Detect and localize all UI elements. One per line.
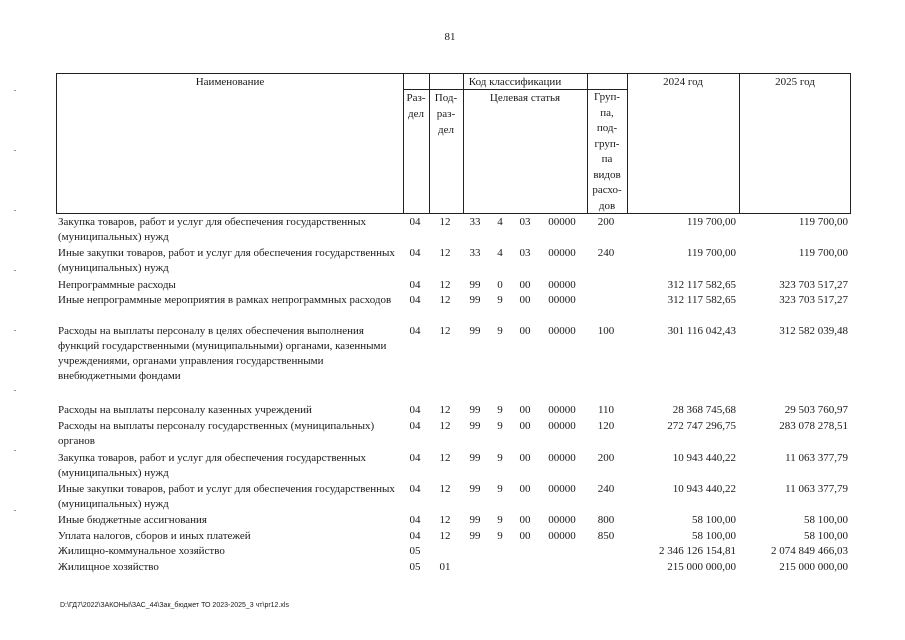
header-name: Наименование <box>195 76 265 88</box>
cell-c4: 00000 <box>548 404 576 416</box>
cell-name: Жилищно-коммунальное хозяйство <box>58 545 225 557</box>
cell-c1: 99 <box>469 514 481 526</box>
cell-v2024: 58 100,00 <box>692 530 736 542</box>
cell-v2024: 312 117 582,65 <box>667 294 736 306</box>
cell-c3: 00 <box>519 279 531 291</box>
cell-c2: 9 <box>497 514 503 526</box>
cell-c4: 00000 <box>548 530 576 542</box>
cell-c3: 00 <box>519 325 531 337</box>
table-header <box>56 73 851 214</box>
cell-rz: 04 <box>409 247 421 259</box>
cell-c2: 4 <box>497 247 503 259</box>
footer-file-path: D:\ГД7\2022\ЗАКОНЫ\ЗАС_44\Зак_бюджет ТО 2023-2025_3 чт\pr12.xls <box>60 602 289 609</box>
cell-rz: 04 <box>409 325 421 337</box>
cell-rz: 05 <box>409 561 421 573</box>
cell-v2024: 58 100,00 <box>692 514 736 526</box>
cell-name: Иные закупки товаров, работ и услуг для обеспечения государственных (муниципальных) нужд <box>58 483 395 510</box>
cell-c4: 00000 <box>548 420 576 432</box>
cell-v2025: 283 078 278,51 <box>779 420 848 432</box>
cell-name: Непрограммные расходы <box>58 279 176 291</box>
cell-v2024: 312 117 582,65 <box>667 279 736 291</box>
cell-pr: 12 <box>439 420 451 432</box>
cell-pr: 12 <box>439 279 451 291</box>
cell-rz: 04 <box>409 420 421 432</box>
header-target-article: Целевая статья <box>489 92 561 104</box>
cell-v2025: 2 074 849 466,03 <box>771 545 848 557</box>
cell-v2024: 215 000 000,00 <box>667 561 736 573</box>
cell-v2024: 119 700,00 <box>686 216 736 228</box>
cell-c2: 4 <box>497 216 503 228</box>
cell-rz: 04 <box>409 514 421 526</box>
cell-c1: 99 <box>469 279 481 291</box>
cell-c2: 9 <box>497 530 503 542</box>
cell-pr: 12 <box>439 325 451 337</box>
cell-v2025: 58 100,00 <box>804 514 848 526</box>
cell-rz: 04 <box>409 530 421 542</box>
cell-vr: 200 <box>597 216 615 228</box>
cell-pr: 12 <box>439 483 451 495</box>
cell-v2024: 272 747 296,75 <box>667 420 736 432</box>
cell-rz: 04 <box>409 279 421 291</box>
page-number: 81 <box>444 31 456 43</box>
cell-v2025: 323 703 517,27 <box>779 279 848 291</box>
cell-pr: 12 <box>439 404 451 416</box>
cell-c3: 00 <box>519 404 531 416</box>
header-razdel: Раз- дел <box>406 92 426 120</box>
cell-c1: 99 <box>469 530 481 542</box>
cell-name: Расходы на выплаты персоналу государственных (муниципальных) органов <box>58 420 375 447</box>
cell-c1: 99 <box>469 420 481 432</box>
cell-name: Расходы на выплаты персоналу в целях обеспечения выполнения функций государственными (муниципальными) органами, казенными учреждениями, органами управления государственными внебюджетными фондами <box>58 325 387 382</box>
cell-c2: 9 <box>497 404 503 416</box>
cell-c2: 9 <box>497 483 503 495</box>
cell-c2: 9 <box>497 420 503 432</box>
cell-pr: 01 <box>439 561 451 573</box>
cell-pr: 12 <box>439 247 451 259</box>
cell-c4: 00000 <box>548 325 576 337</box>
cell-vr: 240 <box>597 483 615 495</box>
header-group: Груп- па, под- груп- па видов расхо- дов <box>592 91 622 212</box>
header-code: Код классификации <box>468 76 562 88</box>
cell-c2: 9 <box>497 325 503 337</box>
cell-c4: 00000 <box>548 216 576 228</box>
cell-vr: 850 <box>597 530 615 542</box>
cell-name: Иные непрограммные мероприятия в рамках непрограммных расходов <box>58 294 392 306</box>
cell-rz: 04 <box>409 404 421 416</box>
cell-v2024: 28 368 745,68 <box>672 404 736 416</box>
cell-c3: 00 <box>519 452 531 464</box>
cell-c1: 99 <box>469 404 481 416</box>
cell-c3: 03 <box>519 216 531 228</box>
cell-c3: 03 <box>519 247 531 259</box>
cell-vr: 110 <box>597 404 615 416</box>
cell-c2: 0 <box>497 279 503 291</box>
cell-vr: 100 <box>597 325 615 337</box>
cell-v2025: 312 582 039,48 <box>779 325 848 337</box>
cell-c4: 00000 <box>548 247 576 259</box>
cell-name: Расходы на выплаты персоналу казенных учреждений <box>58 404 312 416</box>
cell-c3: 00 <box>519 294 531 306</box>
cell-pr: 12 <box>439 216 451 228</box>
cell-name: Жилищное хозяйство <box>58 561 159 573</box>
header-podrazdel: Под- раз- дел <box>434 92 458 136</box>
cell-v2025: 119 700,00 <box>798 247 848 259</box>
cell-vr: 800 <box>597 514 615 526</box>
cell-rz: 05 <box>409 545 421 557</box>
cell-c4: 00000 <box>548 452 576 464</box>
cell-vr: 240 <box>597 247 615 259</box>
cell-v2025: 215 000 000,00 <box>779 561 848 573</box>
cell-c3: 00 <box>519 530 531 542</box>
cell-pr: 12 <box>439 294 451 306</box>
cell-c2: 9 <box>497 452 503 464</box>
cell-v2024: 301 116 042,43 <box>667 325 736 337</box>
cell-rz: 04 <box>409 294 421 306</box>
cell-v2025: 11 063 377,79 <box>785 483 848 495</box>
cell-c3: 00 <box>519 420 531 432</box>
cell-c3: 00 <box>519 483 531 495</box>
cell-v2024: 119 700,00 <box>686 247 736 259</box>
cell-c1: 99 <box>469 452 481 464</box>
cell-v2025: 119 700,00 <box>798 216 848 228</box>
cell-c1: 99 <box>469 294 481 306</box>
cell-name: Закупка товаров, работ и услуг для обеспечения государственных (муниципальных) нужд <box>58 216 367 243</box>
cell-v2025: 11 063 377,79 <box>785 452 848 464</box>
cell-c2: 9 <box>497 294 503 306</box>
header-2025: 2025 год <box>775 76 815 88</box>
cell-c3: 00 <box>519 514 531 526</box>
cell-c1: 99 <box>469 483 481 495</box>
cell-name: Закупка товаров, работ и услуг для обеспечения государственных (муниципальных) нужд <box>58 452 367 479</box>
cell-vr: 200 <box>597 452 615 464</box>
cell-v2024: 2 346 126 154,81 <box>659 545 736 557</box>
cell-rz: 04 <box>409 216 421 228</box>
cell-pr: 12 <box>439 530 451 542</box>
cell-c4: 00000 <box>548 279 576 291</box>
cell-c4: 00000 <box>548 514 576 526</box>
cell-c4: 00000 <box>548 294 576 306</box>
cell-v2024: 10 943 440,22 <box>672 483 736 495</box>
cell-rz: 04 <box>409 452 421 464</box>
cell-v2025: 323 703 517,27 <box>779 294 848 306</box>
cell-name: Иные закупки товаров, работ и услуг для обеспечения государственных (муниципальных) нужд <box>58 247 395 274</box>
cell-v2024: 10 943 440,22 <box>672 452 736 464</box>
cell-name: Уплата налогов, сборов и иных платежей <box>58 530 251 542</box>
cell-rz: 04 <box>409 483 421 495</box>
header-2024: 2024 год <box>663 76 703 88</box>
cell-vr: 120 <box>597 420 615 432</box>
cell-v2025: 58 100,00 <box>804 530 848 542</box>
cell-pr: 12 <box>439 514 451 526</box>
cell-name: Иные бюджетные ассигнования <box>58 514 207 526</box>
cell-c4: 00000 <box>548 483 576 495</box>
cell-c1: 99 <box>469 325 481 337</box>
cell-c1: 33 <box>469 247 481 259</box>
cell-pr: 12 <box>439 452 451 464</box>
cell-c1: 33 <box>469 216 481 228</box>
cell-v2025: 29 503 760,97 <box>784 404 848 416</box>
